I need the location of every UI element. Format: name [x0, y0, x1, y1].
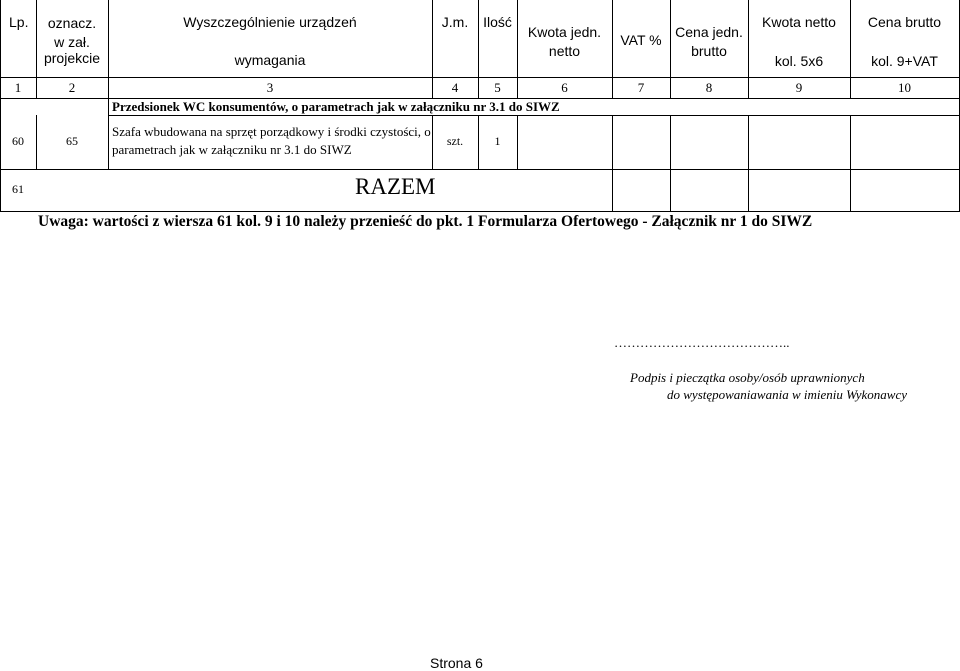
column-number: 3: [266, 80, 274, 95]
item-description-line: parametrach jak w załączniku nr 3.1 do SIWZ: [112, 142, 352, 157]
total-label: RAZEM: [355, 174, 436, 199]
grid-line: [0, 211, 960, 212]
header-cena-brutto-formula: kol. 9+VAT: [871, 53, 938, 69]
item-lp: 60: [12, 134, 24, 148]
column-number: 7: [637, 80, 645, 95]
column-number: 4: [451, 80, 459, 95]
grid-line: [612, 115, 613, 169]
column-number: 2: [68, 80, 76, 95]
total-lp: 61: [12, 182, 24, 196]
header-oznacz-line: projekcie: [43, 50, 101, 66]
header-cena-brutto: Cena brutto: [867, 14, 942, 30]
item-description: [112, 123, 431, 159]
header-kwota-netto: Kwota netto: [762, 14, 836, 30]
header-kwota-jedn-line: netto: [548, 43, 581, 59]
signature-line-1: Podpis i pieczątka osoby/osób uprawnionych: [630, 370, 865, 385]
column-number: 1: [14, 80, 22, 95]
grid-line: [108, 98, 109, 115]
header-ilosc: Ilość: [483, 14, 512, 30]
section-title: Przedsionek WC konsumentów, o parametrach jak w załączniku nr 3.1 do SIWZ: [112, 99, 560, 114]
item-oznacz: 65: [66, 134, 78, 148]
header-oznacz-line: oznacz.: [47, 15, 97, 31]
grid-line: [517, 115, 518, 169]
grid-line: [0, 77, 960, 78]
grid-line: [670, 169, 671, 211]
note: Uwaga: wartości z wiersza 61 kol. 9 i 10 należy przenieść do pkt. 1 Formularza Ofertowego - Załącznik nr 1 do SIWZ: [38, 213, 813, 230]
item-description-line: Szafa wbudowana na sprzęt porządkowy i środki czystości, o: [112, 124, 431, 139]
grid-line: [108, 115, 960, 116]
grid-line: [850, 169, 851, 211]
header-kwota-netto-formula: kol. 5x6: [774, 53, 824, 69]
column-number: 5: [494, 80, 501, 95]
signature-dots: …………………………………..: [614, 335, 790, 350]
column-number: 9: [795, 80, 803, 95]
grid-line: [748, 169, 749, 211]
header-jm: J.m.: [441, 14, 469, 30]
grid-line: [0, 169, 960, 170]
header-lp: Lp.: [9, 14, 29, 30]
header-vat: VAT %: [620, 32, 662, 48]
column-number: 6: [561, 80, 568, 95]
column-number: 10: [898, 80, 911, 95]
grid-line: [612, 169, 613, 211]
header-wymagania: wymagania: [234, 52, 306, 68]
header-cena-jedn: [670, 23, 748, 61]
header-kwota-jedn-line: Kwota jedn.: [527, 24, 602, 40]
header-oznacz: [36, 14, 108, 68]
column-number: 8: [705, 80, 713, 95]
grid-line: [748, 115, 749, 169]
item-quantity: 1: [494, 134, 501, 148]
header-oznacz-line: w zał.: [54, 34, 90, 50]
item-unit: szt.: [446, 134, 464, 148]
page-number: Strona 6: [430, 655, 483, 671]
header-cena-jedn-line: brutto: [691, 43, 727, 59]
header-cena-jedn-line: Cena jedn.: [675, 24, 743, 40]
grid-line: [850, 115, 851, 169]
header-wyszczegolnienie: Wyszczególnienie urządzeń: [183, 14, 357, 30]
grid-line: [0, 0, 1, 211]
signature-line-2: do występowaniawania w imieniu Wykonawcy: [667, 387, 907, 402]
grid-line: [670, 115, 671, 169]
grid-line: [108, 115, 109, 169]
header-kwota-jedn: [517, 23, 612, 61]
